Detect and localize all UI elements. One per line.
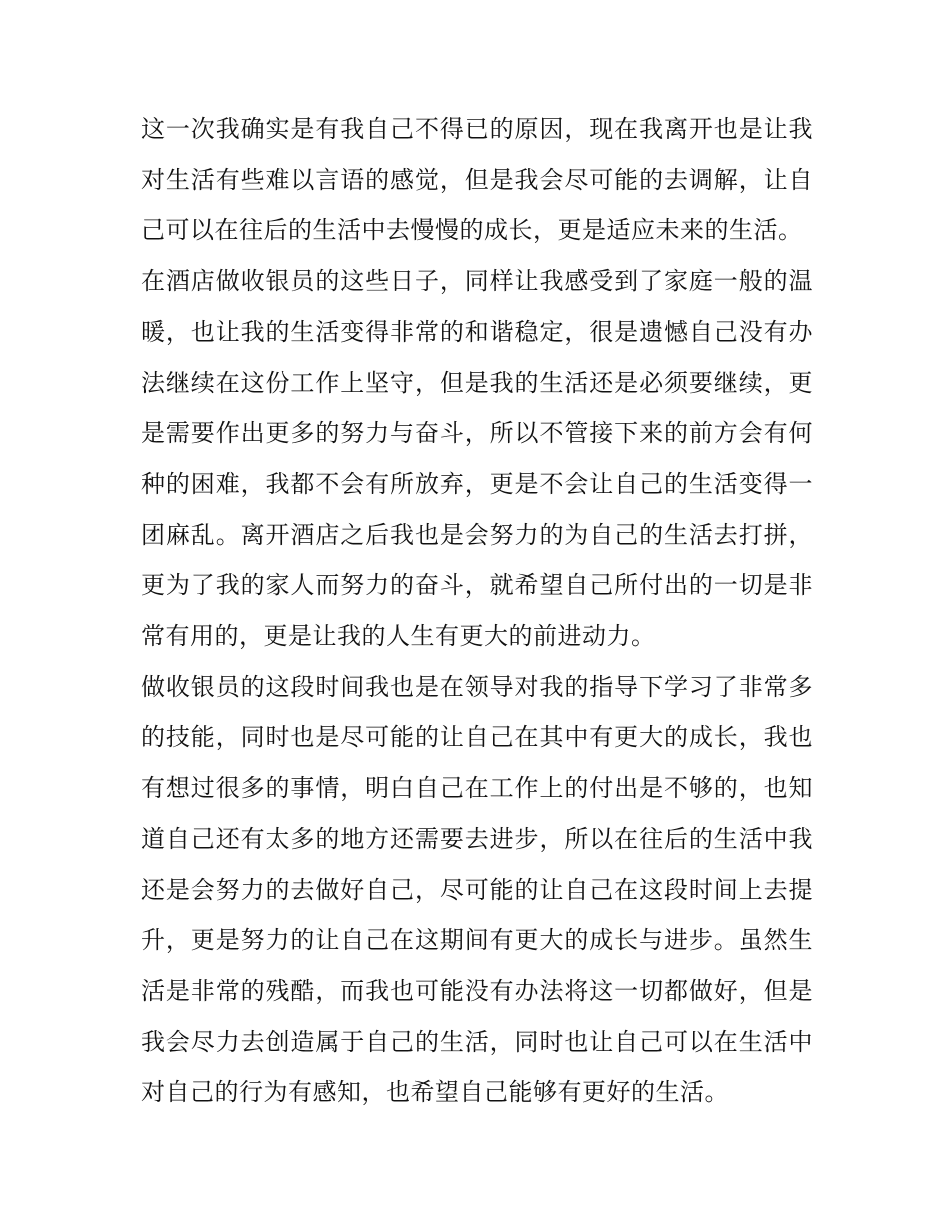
paragraph-3: 做收银员的这段时间我也是在领导对我的指导下学习了非常多的技能，同时也是尽可能的让自己在其中有更大的成长，我也有想过很多的事情，明白自己在工作上的付出是不够的，也知道自己还有太多的地方还需要去进步，所以在往后的生活中我还是会努力的去做好自己，尽可能的让自己在这段时间上去提升，更是努力的让自己在这期间有更大的成长与进步。虽然生活是非常的残酷，而我也可能没有办法将这一切都做好，但是我会尽力去创造属于自己的生活，同时也让自己可以在生活中对自己的行为有感知，也希望自己能够有更好的生活。 [141,672,813,1107]
paragraph-2: 在酒店做收银员的这些日子，同样让我感受到了家庭一般的温暖，也让我的生活变得非常的和谐稳定，很是遗憾自己没有办法继续在这份工作上坚守，但是我的生活还是必须要继续，更是需要作出更多的努力与奋斗，所以不管接下来的前方会有何种的困难，我都不会有所放弃，更是不会让自己的生活变得一团麻乱。离开酒店之后我也是会努力的为自己的生活去打拼，更为了我的家人而努力的奋斗，就希望自己所付出的一切是非常有用的，更是让我的人生有更大的前进动力。 [141,267,813,651]
paragraph-1: 这一次我确实是有我自己不得已的原因，现在我离开也是让我对生活有些难以言语的感觉，但是我会尽可能的去调解，让自己可以在往后的生活中去慢慢的成长，更是适应未来的生活。 [141,115,813,245]
document-body [141,104,813,1118]
